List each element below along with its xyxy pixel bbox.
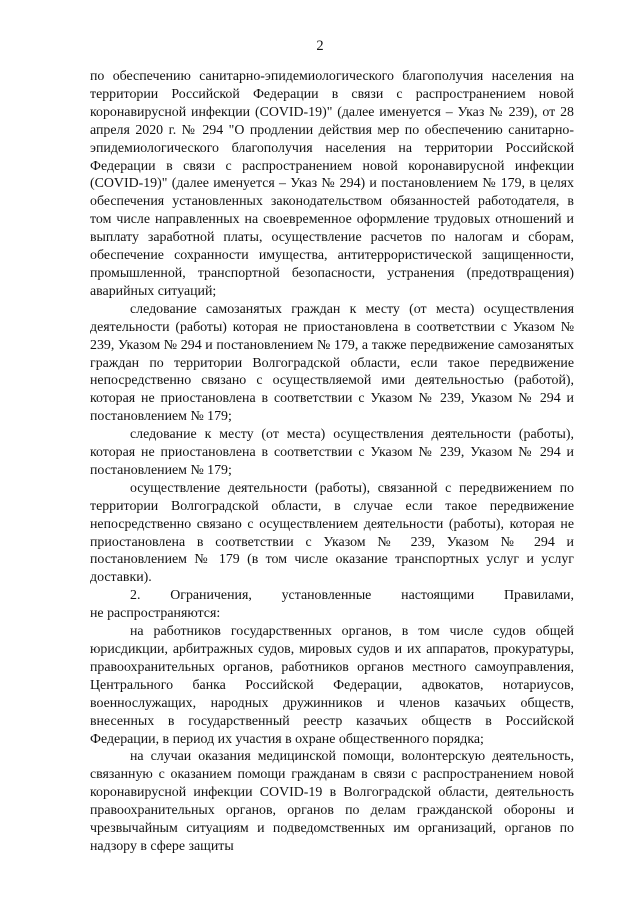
paragraph-self-employed: следование самозанятых граждан к месту (от места) осуществления деятельности (работы) которая не приостановлена в соответствии с Указом № 239, Указом № 294 и постановлением № 179, а также передвижение самозанятых граждан по территории Волгоградской области, если такое передвижение непосредственно связано с осуществляемой ими деятельностью (работой), которая не приостановлена в соответствии с Указом № 239, Указом № 294 и постановлением № 179; — [90, 301, 574, 425]
paragraph-medical-help: на случаи оказания медицинской помощи, волонтерскую деятельность, связанную с оказанием помощи гражданам в связи с распространением новой коронавирусной инфекции COVID-19 в Волгоградской области, деятельность правоохранительных органов, органов по делам гражданской обороны и чрезвычайным ситуациям и подведомственных им организаций, органов по надзору в сфере защиты — [90, 749, 574, 854]
document-body — [90, 68, 574, 856]
paragraph-continuation: по обеспечению санитарно-эпидемиологического благополучия населения на территории Российской Федерации в связи с распространением новой коронавирусной инфекции (COVID-19)" (далее именуется – Указ № 239), от 28 апреля 2020 г. № 294 "О продлении действия мер по обеспечению санитарно-эпидемиологического благополучия населения на территории Российской Федерации в связи с распространением новой коронавирусной инфекции (COVID-19)" (далее именуется – Указ № 294) и постановлением № 179, в целях обеспечения установленных законодательством обязанностей работодателя, в том числе направленных на своевременное оформление трудовых отношений и выплату заработной платы, осуществление расчетов по налогам и сборам, обеспечение сохранности имущества, антитеррористической защищенности, промышленной, транспортной безопасности, устранения (предотвращения) аварийных ситуаций; — [90, 69, 574, 299]
item-2-first-line — [90, 587, 574, 605]
item-2-heading — [90, 587, 574, 623]
page-number: 2 — [316, 38, 324, 54]
paragraph-state-employees: на работников государственных органов, в том числе судов общей юрисдикции, арбитражных судов, мировых судов и их аппаратов, прокуратуры, правоохранительных органов, работников органов местного самоуправления, Центрального банка Российской Федерации, адвокатов, нотариусов, военнослужащих, народных дружинников и членов казачьих обществ, внесенных в государственный реестр казачьих обществ в Российской Федерации, в период их участия в охране общественного порядка; — [90, 624, 574, 747]
item-2-word-4: Правилами, — [504, 588, 574, 604]
item-2-word-2: установленные — [281, 588, 372, 604]
paragraph-activity-movement: осуществление деятельности (работы), связанной с передвижением по территории Волгоградской области, в случае если такое передвижение непосредственно связано с осуществлением деятельности (работы), которая не приостановлена в соответствии с Указом № 239, Указом № 294 и постановлением № 179 (в том числе оказание транспортных услуг и услуг доставки). — [90, 480, 574, 586]
item-2-continuation: не распространяются: — [90, 606, 221, 622]
item-2-number: 2. — [130, 588, 141, 604]
item-2-word-1: Ограничения, — [170, 588, 252, 604]
item-2-word-3: настоящими — [401, 588, 475, 604]
paragraph-commute: следование к месту (от места) осуществления деятельности (работы), которая не приостановлена в соответствии с Указом № 239, Указом № 294 и постановлением № 179; — [90, 427, 574, 478]
